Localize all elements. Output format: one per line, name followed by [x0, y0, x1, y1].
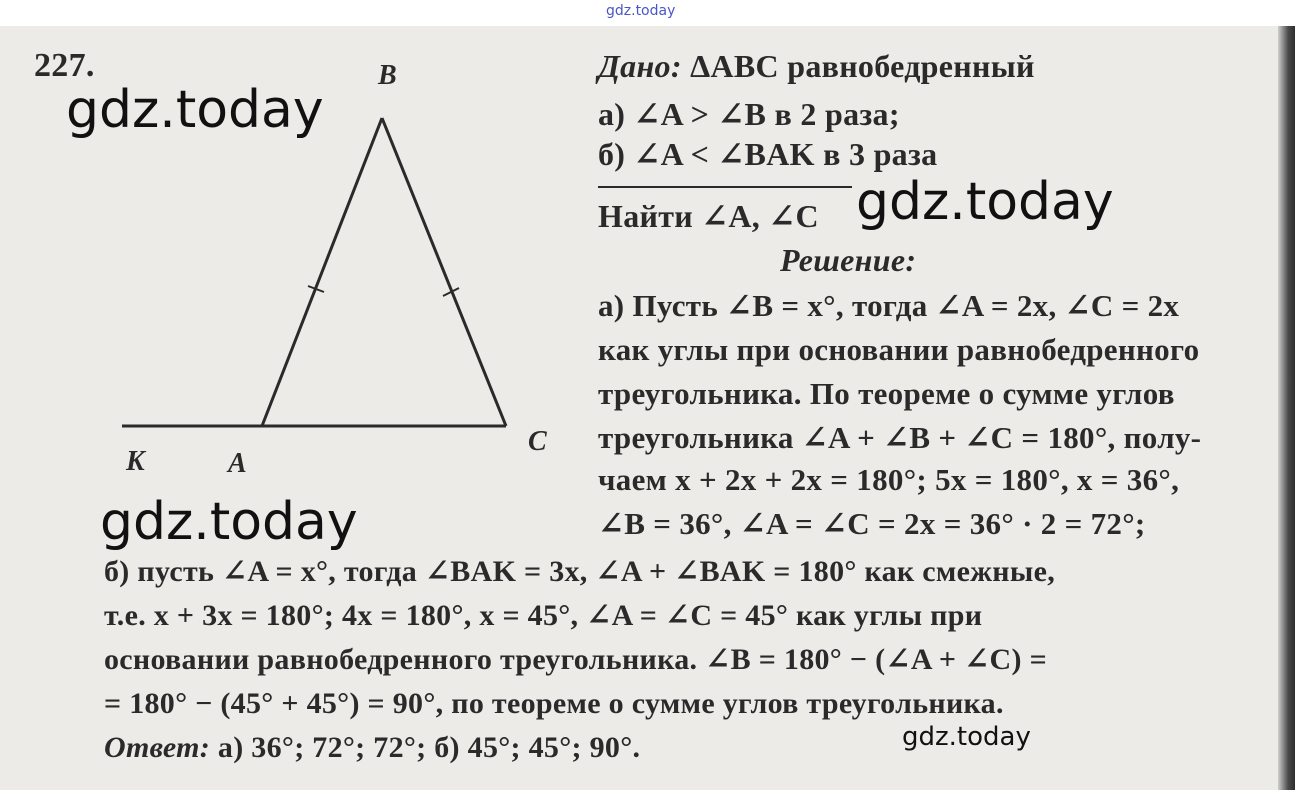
solution-line-3: треугольника. По теореме о сумме углов — [598, 376, 1175, 411]
given-label: Дано: — [598, 48, 682, 84]
solution-line-2: как углы при основании равнобедренного — [598, 332, 1200, 367]
solution-line-6: ∠B = 36°, ∠A = ∠C = 2x = 36° · 2 = 72°; — [598, 506, 1146, 541]
solution-line-5: чаем x + 2x + 2x = 180°; 5x = 180°, x = 36°, — [598, 462, 1180, 497]
label-vertex-b: B — [378, 60, 397, 91]
watermark-2: gdz.today — [856, 172, 1114, 232]
side-bc — [382, 118, 506, 426]
watermark-bottom: gdz.today — [902, 722, 1031, 752]
watermark-3: gdz.today — [100, 492, 358, 552]
watermark-1: gdz.today — [66, 80, 324, 140]
find-line: Найти ∠A, ∠C — [598, 198, 819, 234]
answer-label: Ответ: — [104, 731, 211, 764]
watermark-top: gdz.today — [606, 3, 676, 19]
condition-b: б) ∠A < ∠BAK в 3 раза — [598, 136, 938, 172]
solution-line-1: а) Пусть ∠B = x°, тогда ∠A = 2x, ∠C = 2x — [598, 288, 1180, 323]
solution-line-9: основании равнобедренного треугольника. ∠B = 180° − (∠A + ∠C) = — [104, 643, 1048, 676]
label-vertex-c: C — [528, 426, 547, 457]
label-vertex-a: A — [228, 448, 247, 479]
solution-line-7: б) пусть ∠A = x°, тогда ∠BAK = 3x, ∠A + ∠BAK = 180° как смежные, — [104, 555, 1056, 588]
answer-line — [104, 728, 640, 768]
answer-text: а) 36°; 72°; 72°; б) 45°; 45°; 90°. — [217, 731, 641, 764]
solution-line-4: треугольника ∠A + ∠B + ∠C = 180°, полу- — [598, 420, 1202, 455]
solution-heading: Решение: — [780, 242, 917, 278]
given-line — [598, 46, 1035, 86]
solution-line-8: т.е. x + 3x = 180°; 4x = 180°, x = 45°, ∠A = ∠C = 45° как углы при — [104, 599, 983, 632]
label-vertex-k: K — [126, 446, 145, 477]
given-text: ΔABC равнобедренный — [690, 48, 1035, 84]
solution-line-10: = 180° − (45° + 45°) = 90°, по теореме о сумме углов треугольника. — [104, 687, 1004, 720]
problem-number: 227. — [34, 47, 95, 84]
condition-a: а) ∠A > ∠B в 2 раза; — [598, 96, 900, 132]
side-ab — [262, 118, 382, 426]
